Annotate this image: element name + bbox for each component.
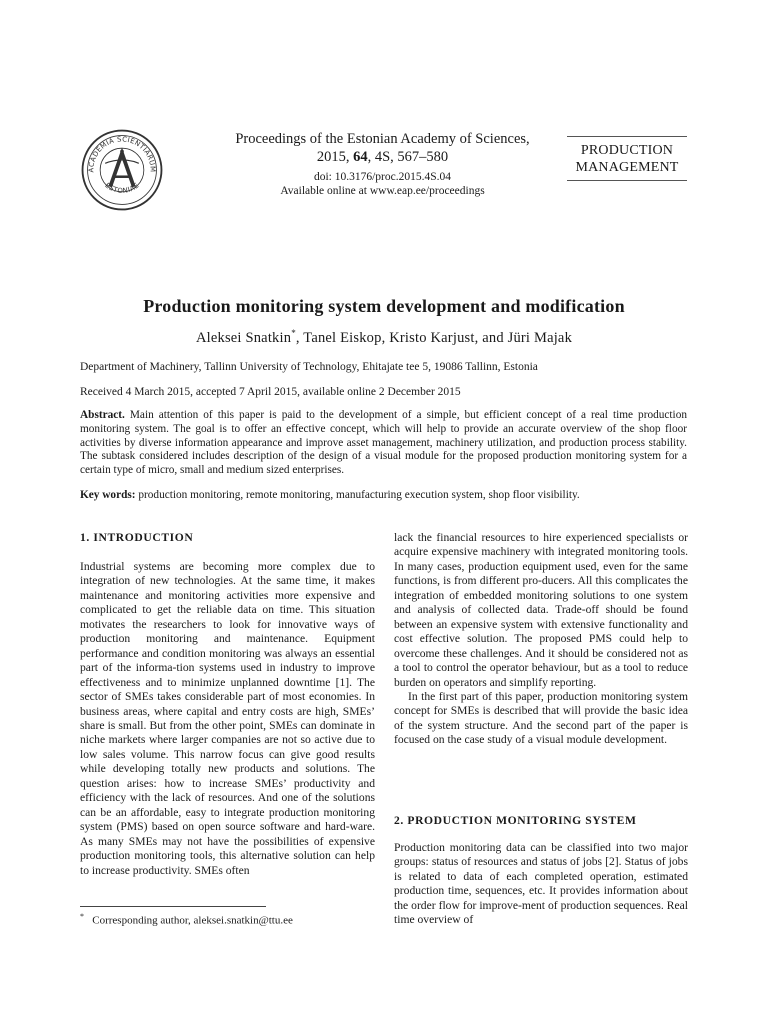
section-label-bottom-rule xyxy=(567,180,687,181)
right-column-bottom xyxy=(394,841,688,928)
seal-text-bottom: ESTONIAE xyxy=(103,181,141,196)
keywords xyxy=(80,488,687,502)
author-footnote-mark: * xyxy=(291,328,296,339)
right-column-top xyxy=(394,531,688,748)
abstract-text: Main attention of this paper is paid to the development of a simple, but efficient concept of a real time production monitoring system. The goal is to offer an effective concept, which will help to provide an accurate overview of the shop floor activities by diverse information appearance and improve asset management, machinery utilization, and production process stability. The subtask considered includes description of the design of a visual module for the proposed production monitoring system for a certain type of micro, small and medium sized enterprises. xyxy=(80,409,687,477)
section-label-text xyxy=(567,137,687,180)
footnote-text: Corresponding author, aleksei.snatkin@ttu.ee xyxy=(92,914,293,927)
paper-dates: Received 4 March 2015, accepted 7 April 2015, available online 2 December 2015 xyxy=(80,386,461,398)
paper-authors xyxy=(40,330,728,347)
other-authors: , Tanel Eiskop, Kristo Karjust, and Jüri Majak xyxy=(295,330,573,346)
footnote xyxy=(80,912,293,927)
section-label-line1: PRODUCTION xyxy=(580,143,674,158)
abstract-label: Abstract. xyxy=(80,409,125,421)
section-label xyxy=(567,136,687,181)
journal-online-link: Available online at www.eap.ee/proceedings xyxy=(280,185,485,197)
svg-text:ESTONIAE xyxy=(103,181,140,195)
corresponding-author: Aleksei Snatkin xyxy=(195,330,292,346)
journal-name: Proceedings of the Estonian Academy of Sciences, xyxy=(235,131,530,147)
keywords-text: production monitoring, remote monitoring, manufacturing execution system, shop floor visibility. xyxy=(135,489,580,501)
intro-paragraph-1-continued: lack the financial resources to hire experienced specialists or acquire expensive machinery with integrated monitoring tools. In many cases, production equipment used, even for the same functions, is from different pro-ducers. All this complicates the integration of embedded monitoring solutions to one system and analysis of collected data. Trade-off should be found between an expensive system with extensive functionality and cost effective solution. The proposed PMS could help to overcome these challenges. And it should be considered not as a tool to control the operator behaviour, but as a tool to reduce burden on operators and simplify reporting. xyxy=(394,531,688,689)
left-column xyxy=(80,560,375,878)
footnote-mark: * xyxy=(80,912,84,921)
journal-year: 2015, xyxy=(316,149,350,165)
section-label-line2: MANAGEMENT xyxy=(575,160,679,175)
abstract xyxy=(80,409,687,478)
seal-text-top: ACADEMIA SCIENTIARUM xyxy=(87,135,157,173)
journal-citation xyxy=(210,148,555,166)
production-monitoring-paragraph-1: Production monitoring data can be classified into two major groups: status of resources and status of jobs [2]. Status of jobs is related to data of each completed operation, estimated production time, sequences, etc. It provides information about the order flow for improve-ment of production sequences. Real time overview of xyxy=(394,841,688,927)
intro-heading: 1. INTRODUCTION xyxy=(80,531,194,544)
paper-title: Production monitoring system development and modification xyxy=(143,296,625,316)
keywords-label: Key words: xyxy=(80,489,136,501)
production-monitoring-heading: 2. PRODUCTION MONITORING SYSTEM xyxy=(394,814,637,827)
footnote-divider xyxy=(80,906,266,907)
academy-seal-logo xyxy=(80,128,164,212)
intro-paragraph-1: Industrial systems are becoming more complex due to integration of new technologies. At the same time, it makes maintenance and monitoring activities more expensive and complicated to get the reliable data on time. This situation motivates the researchers to look for innovative ways of production monitoring and maintenance. Equipment performance and condition monitoring was always an essential part of the informa-tion systems used in industry to improve effectiveness and to minimize unplanned downtime [1]. The sector of SMEs takes considerable part of most economies. In business areas, where capital and entry costs are high, SMEs’ share is small. But from the other point, SMEs can dominate in niche markets where larger companies are not so active due to low sales volume. This narrow focus can give good results while developing totally new products and solutions. The question arises: how to increase SMEs’ productivity and efficiency with the lack of resources. And one of the solutions can be an affordable, easy to integrate production monitoring system (PMS) based on open source software and hard-ware. As many SMEs may not have the possibilities of expensive production monitoring tools, this alternative solution can help to increase productivity. SMEs often xyxy=(80,560,375,877)
journal-doi: doi: 10.3176/proc.2015.4S.04 xyxy=(313,171,452,183)
paper-affiliation: Department of Machinery, Tallinn University of Technology, Ehitajate tee 5, 19086 Tallinn, Estonia xyxy=(80,361,538,373)
journal-issue-pages: , 4S, 567–580 xyxy=(367,149,449,165)
intro-paragraph-2: In the first part of this paper, production monitoring system concept for SMEs is described that will provide the basic idea of the system structure. And the second part of the paper is focused on the case study of a visual module development. xyxy=(394,689,688,747)
journal-header xyxy=(210,128,555,198)
journal-volume: 64 xyxy=(353,149,368,165)
